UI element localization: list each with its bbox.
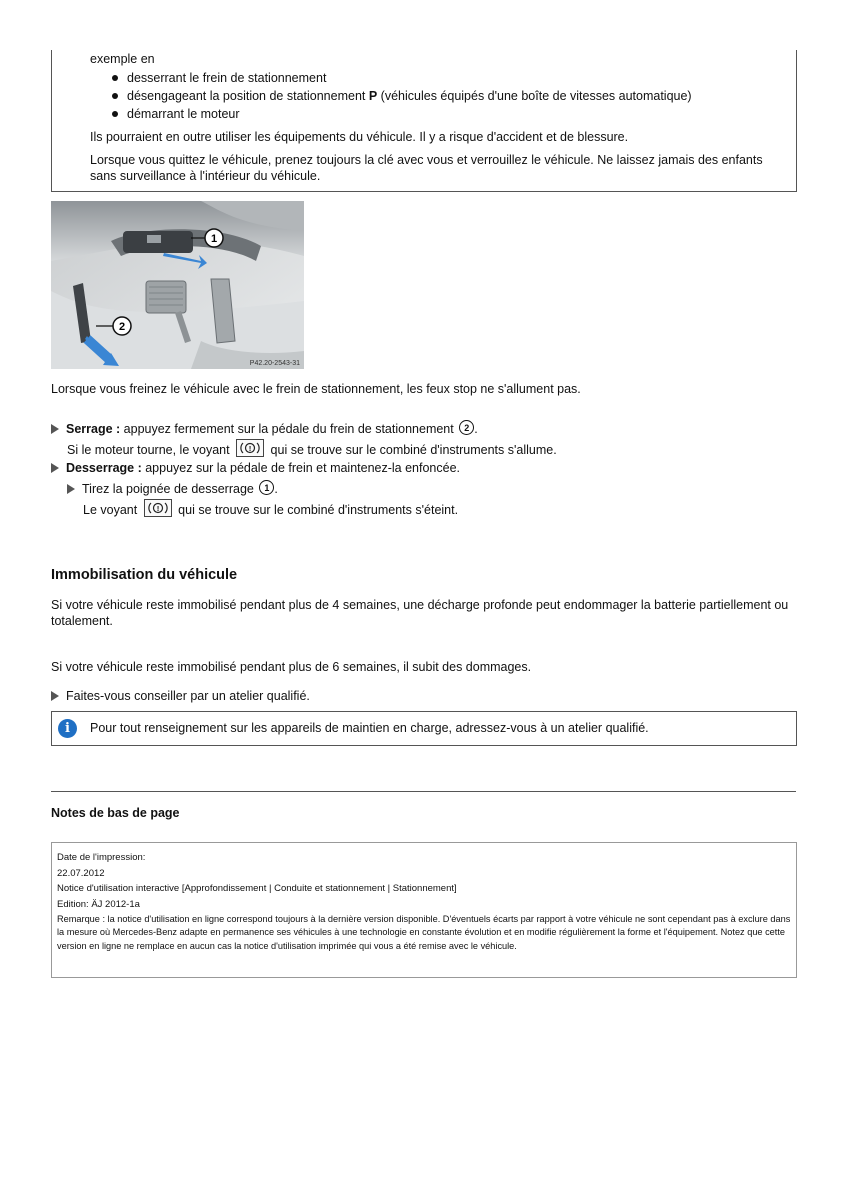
callout-ref-1-icon: 1 [259,480,274,495]
footnotes-title: Notes de bas de page [51,806,180,820]
info-box [51,711,797,746]
step-engine-note: Si le moteur tourne, le voyant ! qui se trouve sur le combiné d'instruments s'allume. [67,441,557,460]
section-action: Faites-vous conseiller par un atelier qualifié. [51,687,310,705]
warning-intro: exemple en [90,52,155,66]
warning-bullet-list [112,69,792,123]
parking-brake-figure [51,201,304,369]
callout-ref-2-icon: 2 [459,420,474,435]
section-para-2: Si votre véhicule reste immobilisé pendant plus de 6 semaines, il subit des dommages. [51,660,532,674]
step-desserrage: Desserrage : appuyez sur la pédale de frein et maintenez-la enfoncée. [51,459,460,477]
info-text: Pour tout renseignement sur les appareils de maintien en charge, adressez-vous à un atelier qualifié. [90,721,649,735]
notice-path: Notice d'utilisation interactive [Approfondissement | Conduite et stationnement | Stationnement] [57,883,457,894]
warning-para-2: Lorsque vous quittez le véhicule, prenez toujours la clé avec vous et verrouillez le véhicule. Ne laissez jamais des enfants sans surveillance à l'intérieur du véhicule. [90,153,763,183]
svg-text:2: 2 [118,321,126,333]
list-item: démarrant le moteur [112,105,792,123]
section-title: Immobilisation du véhicule [51,567,238,583]
step-lamp-off: Le voyant ! qui se trouve sur le combiné d'instruments s'éteint. [83,501,458,520]
svg-text:1: 1 [210,233,218,245]
edition: Edition: ÄJ 2012-1a [57,898,140,910]
bullet-icon [112,75,118,81]
pedal-illustration [51,201,304,369]
remark: Remarque : la notice d'utilisation en ligne correspond toujours à la dernière version disponible. D'éventuels écarts par rapport à votre véhicule ne sont cependant pas à exclure dans la mesure où Mercedes-Benz adapte en permanence ses véhicules à une technologie en constante évolution et en modifie régulièrement la forme et l'équipement. Notez que cette version en ligne ne remplace en aucun cas la notice d'utilisation imprimée qui vous a été remise avec le véhicule. [57,914,791,951]
step-arrow-icon [51,424,59,434]
svg-text:!: ! [156,505,159,513]
parking-brake-warning-lamp-icon [236,439,264,457]
step-arrow-icon [67,484,75,494]
parking-brake-warning-lamp-icon [144,499,172,517]
section-para-1: Si votre véhicule reste immobilisé pendant plus de 4 semaines, une décharge profonde peut endommager la batterie partiellement ou totalement. [51,598,789,628]
print-date-label: Date de l'impression: [57,852,146,863]
bullet-icon [112,111,118,117]
footnotes-box [51,842,797,978]
svg-text:!: ! [248,445,252,453]
figure-code: P42.20-2543-31 [249,360,300,367]
warning-para-1: Ils pourraient en outre utiliser les équipements du véhicule. Il y a risque d'accident et de blessure. [90,130,629,144]
brake-note: Lorsque vous freinez le véhicule avec le frein de stationnement, les feux stop ne s'allument pas. [51,382,581,396]
print-date: 22.07.2012 [57,867,105,879]
warning-box [51,50,797,192]
list-item: désengageant la position de stationnement P (véhicules équipés d'une boîte de vitesses automatique) [112,87,792,105]
step-pull-handle: Tirez la poignée de desserrage 1 . [67,480,278,498]
list-item: desserrant le frein de stationnement [112,69,792,87]
footnote-divider [51,791,796,792]
bullet-icon [112,93,118,99]
step-serrage: Serrage : appuyez fermement sur la pédale du frein de stationnement 2 . [51,420,478,438]
step-arrow-icon [51,691,59,701]
step-arrow-icon [51,463,59,473]
info-icon: i [58,719,77,738]
